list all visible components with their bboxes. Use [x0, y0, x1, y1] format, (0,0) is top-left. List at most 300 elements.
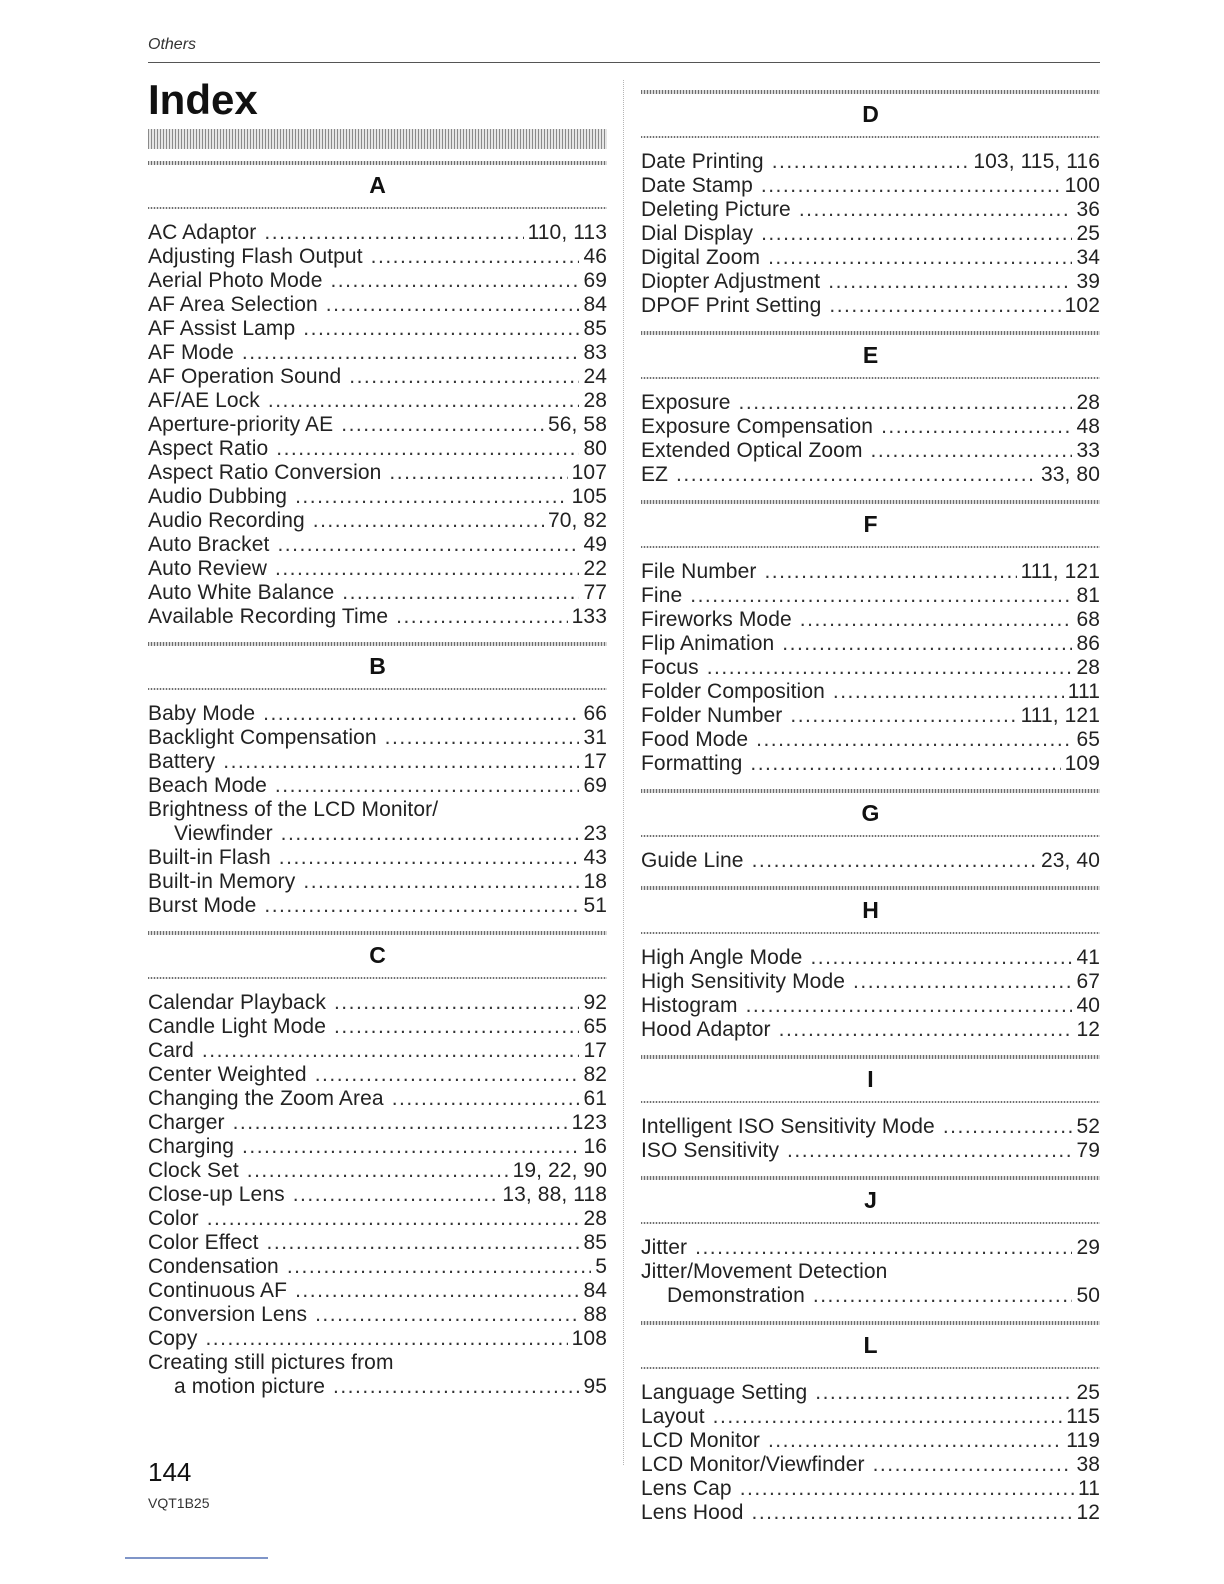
index-entry [641, 1115, 1100, 1139]
dot-leader [276, 437, 579, 461]
entry-pages: 23 [583, 822, 607, 845]
index-entry [148, 437, 607, 461]
dot-leader [782, 632, 1072, 656]
entry-pages: 61 [583, 1087, 607, 1110]
entry-pages: 95 [583, 1375, 607, 1398]
entry-pages: 65 [1076, 728, 1100, 751]
index-entry [148, 798, 607, 822]
entry-pages: 111 [1067, 680, 1100, 703]
entry-term: Auto White Balance [148, 581, 335, 604]
dot-leader [873, 1453, 1073, 1477]
dot-leader [813, 1284, 1073, 1308]
bottom-rule [125, 1557, 268, 1559]
dot-leader [264, 894, 579, 918]
entry-term: AC Adaptor [148, 221, 257, 244]
index-entry [641, 560, 1100, 584]
entry-pages: 108 [571, 1327, 607, 1350]
dot-leader [349, 365, 579, 389]
entry-term: Exposure Compensation [641, 415, 874, 438]
entry-pages: 43 [583, 846, 607, 869]
entry-term: Folder Composition [641, 680, 825, 703]
entry-pages: 111, 121 [1020, 704, 1100, 727]
entry-pages: 92 [583, 991, 607, 1014]
dot-leader [799, 198, 1073, 222]
entry-term: Folder Number [641, 704, 783, 727]
entry-term: Color Effect [148, 1231, 259, 1254]
entry-pages: 67 [1076, 970, 1100, 993]
dot-leader [279, 846, 580, 870]
index-entry [148, 581, 607, 605]
index-entry [641, 1139, 1100, 1163]
index-entry [641, 1405, 1100, 1429]
index-entry [148, 221, 607, 245]
dot-leader [315, 1063, 580, 1087]
index-entry [148, 341, 607, 365]
letter-heading [641, 880, 1100, 938]
entry-pages: 79 [1076, 1139, 1100, 1162]
entry-pages: 46 [583, 245, 607, 268]
index-entry [641, 270, 1100, 294]
entry-pages: 33, 80 [1041, 463, 1100, 486]
index-entry [641, 680, 1100, 704]
entry-pages: 33 [1076, 439, 1100, 462]
dot-leader [334, 991, 579, 1015]
dot-leader [333, 1375, 579, 1399]
column-divider [623, 80, 624, 1465]
entry-term: Language Setting [641, 1381, 808, 1404]
index-entry [641, 656, 1100, 680]
index-entry [641, 150, 1100, 174]
entry-term: DPOF Print Setting [641, 294, 822, 317]
index-entry [148, 1111, 607, 1135]
entry-term: Lens Cap [641, 1477, 732, 1500]
dot-leader [764, 560, 1016, 584]
dot-leader [295, 485, 568, 509]
index-entry [148, 1159, 607, 1183]
entry-term: ISO Sensitivity [641, 1139, 780, 1162]
dot-leader [790, 704, 1016, 728]
entry-term: Formatting [641, 752, 743, 775]
entry-term: Diopter Adjustment [641, 270, 821, 293]
page-number: 144 [148, 1457, 192, 1487]
dot-leader [756, 728, 1072, 752]
entry-term: Digital Zoom [641, 246, 761, 269]
section-gap [641, 1163, 1100, 1170]
index-entry [641, 1260, 1100, 1284]
dot-leader [828, 270, 1072, 294]
page-title: Index [148, 76, 258, 123]
entry-pages: 83 [583, 341, 607, 364]
dot-leader [761, 174, 1061, 198]
index-entry [148, 1015, 607, 1039]
entry-term: Built-in Memory [148, 870, 296, 893]
entry-term: a motion picture [174, 1375, 326, 1398]
entry-pages: 88 [583, 1303, 607, 1326]
entry-pages: 111, 121 [1020, 560, 1100, 583]
entry-term: Continuous AF [148, 1279, 288, 1302]
entry-pages: 66 [583, 702, 607, 725]
index-entry [148, 317, 607, 341]
entry-pages: 50 [1076, 1284, 1100, 1307]
entry-term: Hood Adaptor [641, 1018, 771, 1041]
index-entry [148, 1303, 607, 1327]
entry-pages: 119 [1066, 1429, 1100, 1452]
index-entry [641, 1018, 1100, 1042]
index-column-right [641, 84, 1100, 1525]
dot-leader [787, 1139, 1072, 1163]
dot-leader [833, 680, 1064, 704]
dot-leader [205, 1327, 567, 1351]
entry-term: Battery [148, 750, 216, 773]
dot-leader [275, 557, 579, 581]
dot-leader [739, 391, 1073, 415]
entry-pages: 80 [583, 437, 607, 460]
section-letter: C [369, 942, 386, 968]
entry-term: Available Recording Time [148, 605, 389, 628]
section-gap [148, 629, 607, 636]
entry-pages: 28 [1076, 656, 1100, 679]
index-entry [148, 557, 607, 581]
entry-term: Charger [148, 1111, 225, 1134]
entry-term: Aerial Photo Mode [148, 269, 323, 292]
index-entry [148, 726, 607, 750]
entry-pages: 77 [583, 581, 607, 604]
entry-pages: 22 [583, 557, 607, 580]
index-entry [148, 485, 607, 509]
entry-pages: 110, 113 [527, 221, 607, 244]
entry-term: Jitter/Movement Detection [641, 1260, 888, 1283]
entry-term: Fine [641, 584, 683, 607]
index-entry [641, 391, 1100, 415]
entry-pages: 52 [1076, 1115, 1100, 1138]
entry-pages: 28 [583, 1207, 607, 1230]
entry-pages: 115 [1066, 1405, 1100, 1428]
entry-term: Dial Display [641, 222, 754, 245]
entry-term: Color [148, 1207, 199, 1230]
index-entry [148, 1207, 607, 1231]
entry-pages: 39 [1076, 270, 1100, 293]
entry-term: Lens Hood [641, 1501, 744, 1524]
entry-term: Adjusting Flash Output [148, 245, 363, 268]
index-entry [641, 246, 1100, 270]
entry-pages: 12 [1076, 1018, 1100, 1041]
entry-term: Candle Light Mode [148, 1015, 326, 1038]
dot-leader [277, 533, 579, 557]
dot-leader [943, 1115, 1073, 1139]
index-entry [148, 1135, 607, 1159]
dot-leader [707, 656, 1073, 680]
entry-term: Intelligent ISO Sensitivity Mode [641, 1115, 935, 1138]
entry-term: Aspect Ratio [148, 437, 269, 460]
dot-leader [740, 1477, 1074, 1501]
entry-pages: 36 [1076, 198, 1100, 221]
dot-leader [695, 1236, 1072, 1260]
entry-term: Food Mode [641, 728, 749, 751]
entry-term: Backlight Compensation [148, 726, 377, 749]
entry-pages: 70, 82 [548, 509, 607, 532]
entry-pages: 17 [583, 750, 607, 773]
section-letter: D [862, 101, 879, 127]
dot-leader [815, 1381, 1072, 1405]
entry-pages: 28 [583, 389, 607, 412]
entry-pages: 84 [583, 293, 607, 316]
entry-pages: 51 [583, 894, 607, 917]
section-letter: A [369, 172, 386, 198]
section-gap [641, 1308, 1100, 1315]
entry-pages: 123 [571, 1111, 607, 1134]
dot-leader [385, 726, 580, 750]
entry-term: AF Operation Sound [148, 365, 342, 388]
section-letter: H [862, 897, 879, 923]
entry-pages: 65 [583, 1015, 607, 1038]
entry-term: Histogram [641, 994, 738, 1017]
entry-term: High Sensitivity Mode [641, 970, 846, 993]
section-letter: I [867, 1066, 874, 1092]
index-entry [148, 1255, 607, 1279]
dot-leader [293, 1183, 499, 1207]
entry-pages: 25 [1076, 222, 1100, 245]
entry-pages: 28 [1076, 391, 1100, 414]
entry-term: Flip Animation [641, 632, 775, 655]
dot-leader [881, 415, 1072, 439]
entry-pages: 34 [1076, 246, 1100, 269]
index-entry [148, 1183, 607, 1207]
dot-leader [267, 1231, 580, 1255]
dot-leader [315, 1303, 579, 1327]
index-entry [641, 849, 1100, 873]
dot-leader [371, 245, 580, 269]
title-band [148, 129, 607, 149]
entry-term: Date Printing [641, 150, 764, 173]
section-letter: B [369, 653, 386, 679]
entry-term: LCD Monitor [641, 1429, 760, 1452]
entry-pages: 29 [1076, 1236, 1100, 1259]
entry-term: Demonstration [667, 1284, 805, 1307]
entry-term: Viewfinder [174, 822, 273, 845]
entry-term: Extended Optical Zoom [641, 439, 863, 462]
dot-leader [242, 1135, 579, 1159]
entry-pages: 69 [583, 269, 607, 292]
section-gap [641, 318, 1100, 325]
dot-leader [303, 317, 579, 341]
entry-pages: 85 [583, 317, 607, 340]
dot-leader [871, 439, 1073, 463]
section-gap [641, 1042, 1100, 1049]
dot-leader [800, 608, 1073, 632]
entry-term: Brightness of the LCD Monitor/ [148, 798, 439, 821]
entry-term: Auto Review [148, 557, 267, 580]
entry-term: Creating still pictures from [148, 1351, 394, 1374]
index-entry [148, 413, 607, 437]
letter-heading [148, 636, 607, 694]
index-entry [148, 870, 607, 894]
entry-term: Fireworks Mode [641, 608, 792, 631]
entry-pages: 48 [1076, 415, 1100, 438]
entry-term: High Angle Mode [641, 946, 803, 969]
entry-pages: 31 [583, 726, 607, 749]
entry-term: File Number [641, 560, 757, 583]
entry-term: Aperture-priority AE [148, 413, 334, 436]
dot-leader [268, 389, 580, 413]
dot-leader [392, 1087, 580, 1111]
entry-term: Charging [148, 1135, 235, 1158]
index-entry [641, 415, 1100, 439]
entry-term: EZ [641, 463, 669, 486]
dot-leader [287, 1255, 591, 1279]
dot-leader [829, 294, 1060, 318]
entry-pages: 24 [583, 365, 607, 388]
index-entry [148, 991, 607, 1015]
entry-pages: 100 [1064, 174, 1100, 197]
index-entry [148, 509, 607, 533]
index-entry [641, 1284, 1100, 1308]
index-entry [641, 463, 1100, 487]
entry-pages: 85 [583, 1231, 607, 1254]
index-entry [641, 1429, 1100, 1453]
dot-leader [330, 269, 579, 293]
dot-leader [202, 1039, 580, 1063]
section-letter: L [863, 1332, 878, 1358]
entry-term: Jitter [641, 1236, 688, 1259]
entry-term: Layout [641, 1405, 705, 1428]
letter-heading [641, 84, 1100, 142]
letter-heading [641, 494, 1100, 552]
entry-pages: 103, 115, 116 [973, 150, 1100, 173]
dot-leader [313, 509, 544, 533]
index-entry [641, 994, 1100, 1018]
entry-pages: 11 [1078, 1477, 1100, 1500]
entry-pages: 107 [571, 461, 607, 484]
letter-heading [148, 925, 607, 983]
index-entry [641, 174, 1100, 198]
entry-pages: 17 [583, 1039, 607, 1062]
index-entry [148, 846, 607, 870]
dot-leader [275, 774, 580, 798]
entry-term: Copy [148, 1327, 198, 1350]
entry-pages: 13, 88, 118 [502, 1183, 607, 1206]
dot-leader [853, 970, 1072, 994]
index-entry [641, 1381, 1100, 1405]
index-entry [148, 894, 607, 918]
entry-term: Auto Bracket [148, 533, 270, 556]
dot-leader [752, 849, 1037, 873]
entry-pages: 84 [583, 1279, 607, 1302]
index-entry [148, 245, 607, 269]
index-entry [641, 584, 1100, 608]
entry-term: Exposure [641, 391, 731, 414]
section-letter: J [864, 1187, 877, 1213]
dot-leader [295, 1279, 579, 1303]
entry-pages: 69 [583, 774, 607, 797]
dot-leader [761, 222, 1072, 246]
dot-leader [281, 822, 580, 846]
index-entry [148, 702, 607, 726]
dot-leader [750, 752, 1060, 776]
entry-pages: 105 [571, 485, 607, 508]
entry-pages: 12 [1076, 1501, 1100, 1524]
index-entry [148, 605, 607, 629]
entry-term: AF Area Selection [148, 293, 318, 316]
entry-term: AF Mode [148, 341, 234, 364]
entry-pages: 16 [583, 1135, 607, 1158]
section-gap [641, 487, 1100, 494]
header-section-label: Others [148, 36, 197, 53]
entry-term: Focus [641, 656, 699, 679]
entry-pages: 38 [1076, 1453, 1100, 1476]
entry-term: Beach Mode [148, 774, 267, 797]
index-entry [148, 1327, 607, 1351]
index-entry [148, 1063, 607, 1087]
letter-heading [641, 783, 1100, 841]
index-entry [641, 752, 1100, 776]
entry-pages: 56, 58 [548, 413, 607, 436]
index-entry [641, 1453, 1100, 1477]
index-entry [641, 608, 1100, 632]
dot-leader [676, 463, 1037, 487]
entry-pages: 102 [1064, 294, 1100, 317]
letter-heading [148, 155, 607, 213]
index-column-left [148, 155, 607, 1399]
entry-term: Changing the Zoom Area [148, 1087, 384, 1110]
dot-leader [746, 994, 1073, 1018]
entry-term: Audio Dubbing [148, 485, 288, 508]
dot-leader [389, 461, 567, 485]
index-entry [641, 1236, 1100, 1260]
section-gap [641, 873, 1100, 880]
entry-pages: 5 [595, 1255, 607, 1278]
dot-leader [303, 870, 579, 894]
dot-leader [810, 946, 1072, 970]
dot-leader [396, 605, 568, 629]
section-letter: E [862, 342, 879, 368]
index-entry [641, 728, 1100, 752]
index-entry [148, 389, 607, 413]
dot-leader [223, 750, 579, 774]
entry-pages: 86 [1076, 632, 1100, 655]
document-code: VQT1B25 [148, 1495, 210, 1511]
section-gap [148, 918, 607, 925]
entry-term: Burst Mode [148, 894, 257, 917]
entry-term: Calendar Playback [148, 991, 326, 1014]
index-entry [148, 1231, 607, 1255]
letter-heading [641, 325, 1100, 383]
entry-term: Date Stamp [641, 174, 753, 197]
index-entry [148, 1279, 607, 1303]
index-entry [148, 365, 607, 389]
index-entry [148, 1039, 607, 1063]
letter-heading [641, 1170, 1100, 1228]
entry-term: Condensation [148, 1255, 279, 1278]
entry-term: AF Assist Lamp [148, 317, 296, 340]
index-entry [148, 774, 607, 798]
index-entry [641, 198, 1100, 222]
entry-term: Clock Set [148, 1159, 239, 1182]
index-entry [641, 439, 1100, 463]
entry-pages: 25 [1076, 1381, 1100, 1404]
index-entry [148, 1375, 607, 1399]
entry-pages: 133 [571, 605, 607, 628]
index-entry [148, 1087, 607, 1111]
entry-term: Baby Mode [148, 702, 256, 725]
dot-leader [326, 293, 580, 317]
index-entry [148, 533, 607, 557]
index-entry [641, 970, 1100, 994]
entry-term: Card [148, 1039, 194, 1062]
entry-term: Conversion Lens [148, 1303, 308, 1326]
dot-leader [772, 150, 970, 174]
index-entry [148, 822, 607, 846]
entry-pages: 41 [1076, 946, 1100, 969]
